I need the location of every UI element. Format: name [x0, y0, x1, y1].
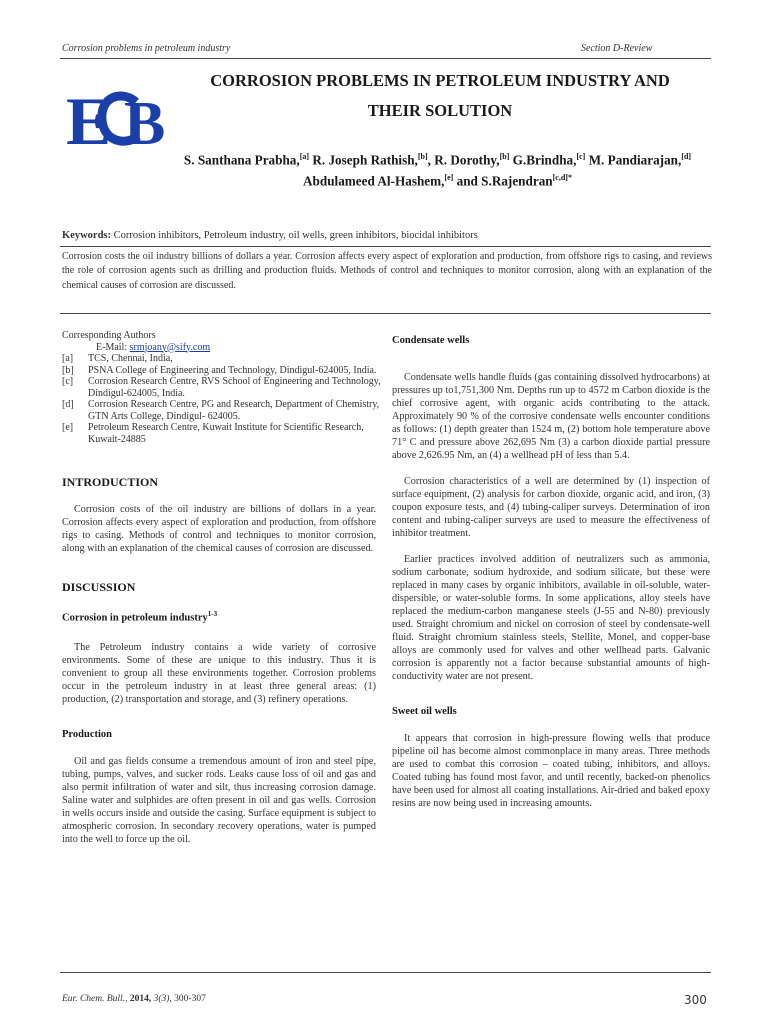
affiliation-item [62, 399, 382, 422]
author-name: M. Pandiarajan, [585, 152, 682, 168]
footer-rule [60, 972, 711, 973]
author-name: R. Joseph Rathish, [309, 152, 418, 168]
sweet-oil-heading: Sweet oil wells [392, 706, 457, 717]
affiliation-tag: [a] [62, 353, 74, 364]
logo-letter-e: E [66, 84, 112, 154]
journal-volume: 3(3), [153, 994, 172, 1004]
condensate-paragraph-1: Condensate wells handle fluids (gas containing dissolved hydrocarbons) at pressures up to1,751,300 Nm. Depths run up to 4572 m Carbon dioxide is the chief corrosive agent, with organic acids contributing to the attack. Approximately 90 % of the corrosive condensate wells encounter conditions as follows: (1) depth greater than 1524 m, (2) bottom hole temperature above 71° C and pressure above 262,695 Nm (3) a carbon dioxide partial pressure above 2,626.95 Nm, an (4) a wellhead pH of less than 5.4. [392, 372, 710, 461]
introduction-heading: INTRODUCTION [62, 475, 159, 489]
affiliation-item [62, 365, 382, 377]
affiliation-tag: [d] [62, 399, 74, 410]
affiliation-text: TCS, Chennai, India, [88, 353, 173, 364]
author-affiliation-mark: [b] [417, 152, 428, 161]
author-name: Abdulameed Al-Hashem, [303, 173, 445, 189]
author-affiliation-mark: [d] [681, 152, 692, 161]
abstract-top-rule [60, 246, 711, 247]
corrosion-paragraph: The Petroleum industry contains a wide variety of corrosive environments. Some of these are unique to this industry. Thus it is convenient to group all these environments together. Corrosion problems occur in the petroleum industry in at least three general areas: (1) production, (2) transportation and storage, and (3) refinery operations. [62, 641, 376, 705]
author-affiliation-mark: [b] [499, 152, 510, 161]
condensate-heading: Condensate wells [392, 335, 470, 346]
affiliation-text: Petroleum Research Centre, Kuwait Institute for Scientific Research, Kuwait-24885 [88, 422, 364, 445]
journal-citation [62, 994, 206, 1004]
introduction-paragraph: Corrosion costs of the oil industry are billions of dollars in a year. Corrosion affects every aspect of exploration and production, from offshore rigs to casing. Methods of control and techniques to monitor corrosion, along with an explanation of the chemical causes of corrosion are discussed. [62, 504, 376, 554]
sweet-oil-paragraph: It appears that corrosion in high-pressure flowing wells that produce pipeline oil has become almost commonplace in many areas. Three methods are used to combat this corrosion – coated tubing, inhibitors, and alloys. Coated tubing has found most favor, and until recently, backed-on phenolics have been used for almost all coating installations. Air-dried and baked epoxy resins are now being used in increasing amounts. [392, 733, 710, 809]
condensate-paragraph-3: Earlier practices involved addition of neutralizers such as ammonia, sodium carbonate, sodium hydroxide, and sodium silicate, but these were replaced in many cases by organic inhibitors, available in oil-soluble, water-dispersible, or water-soluble forms. In some applications, alloy steels have replaced the medium-carbon manganese steels (J-55 and N-80) previously used. Straight chromium and nickel on corrosion of steel by condensate-well fluid. Straight chromium stainless steels, Stellite, Monel, and copper-base alloys are commonly used for valves and other wellhead parts. Galvanic corrosion is apparently not a factor because substantial amounts of high-conductivity water are not present. [392, 554, 710, 682]
author-affiliation-mark: [e] [444, 173, 454, 183]
abstract: Corrosion costs the oil industry billions of dollars a year. Corrosion affects every aspect of exploration and production, from offshore rigs to casing, and reviews the role of corrosion agents such as drilling and production fluids. Methods of control and techniques to monitor corrosion, along with an explanation of the chemical causes of corrosion are discussed. [62, 251, 712, 291]
logo-letter-b: B [124, 90, 166, 154]
email-link[interactable]: srmjoany@sify.com [129, 341, 211, 353]
journal-logo [64, 84, 174, 154]
author-affiliation-mark: [c] [576, 152, 586, 161]
corresponding-heading: Corresponding Authors [62, 330, 156, 341]
affiliation-tag: [c] [62, 376, 74, 387]
page-number: 300 [684, 993, 707, 1007]
email-label: E-Mail: [96, 341, 130, 353]
affiliation-tag: [e] [62, 422, 74, 433]
production-paragraph: Oil and gas fields consume a tremendous amount of iron and steel pipe, tubing, pumps, valves, and sucker rods. Leaks cause loss of oil and gas and also permit infiltration of water and silt, thus increasing corrosion damage. Saline water and sulphides are often present in oil and gas wells. Corrosion in wells occurs inside and outside the casing. Surface equipment is subject to atmospheric corrosion. In secondary recovery operations, water is pumped into the well to force up the oil. [62, 755, 376, 845]
journal-year: 2014, [129, 994, 152, 1004]
author-name: and S.Rajendran [453, 173, 553, 189]
affiliation-text: Corrosion Research Centre, RVS School of Engineering and Technology, Dindigul-624005, India. [88, 376, 381, 399]
header-rule [60, 58, 711, 59]
left-column [62, 476, 376, 846]
paper-title [180, 66, 700, 126]
corresponding-authors-block [62, 330, 382, 445]
author-name: G.Brindha, [509, 152, 577, 168]
corrosion-subheading-text: Corrosion in petroleum industry [62, 612, 208, 624]
journal-pages: 300-307 [174, 994, 206, 1004]
affiliation-item [62, 353, 382, 365]
right-column [392, 334, 710, 810]
affiliation-text: PSNA College of Engineering and Technology, Dindigul-624005, India. [88, 364, 377, 376]
journal-name: Eur. Chem. Bull., [62, 994, 128, 1004]
affiliation-item [62, 422, 382, 445]
author-name: , R. Dorothy, [427, 152, 500, 168]
affiliation-tag: [b] [62, 364, 74, 376]
title-line-1: CORROSION PROBLEMS IN PETROLEUM INDUSTRY AND [210, 71, 670, 90]
email-line [62, 342, 382, 354]
running-header-section: Section D-Review [581, 43, 653, 54]
production-heading: Production [62, 728, 112, 740]
author-affiliation-mark: [a] [299, 152, 310, 161]
keywords-text: Corrosion inhibitors, Petroleum industry, oil wells, green inhibitors, biocidal inhibitors [111, 230, 478, 241]
author-name: S. Santhana Prabha, [183, 152, 300, 168]
title-line-2: THEIR SOLUTION [367, 101, 513, 120]
keywords-line [62, 230, 478, 241]
author-list [165, 148, 710, 191]
author-affiliation-mark: [c,d]* [552, 173, 572, 183]
corrosion-subheading [62, 608, 376, 625]
discussion-heading: DISCUSSION [62, 580, 136, 594]
abstract-bottom-rule [60, 313, 711, 314]
running-header-title: Corrosion problems in petroleum industry [62, 43, 231, 54]
affiliation-item [62, 376, 382, 399]
affiliation-text: Corrosion Research Centre, PG and Research, Department of Chemistry, GTN Arts College, Dindigul- 624005. [88, 399, 380, 422]
condensate-paragraph-2: Corrosion characteristics of a well are determined by (1) inspection of surface equipment, (2) analysis for carbon dioxide, organic acid, and iron, (3) coupon exposure tests, and (4) tubing-caliper surveys. Determination of iron content and tubing-caliper surveys are used to measure the effectiveness of inhibitor treatment. [392, 476, 710, 539]
citation-mark: 1-3 [207, 610, 218, 618]
keywords-label: Keywords: [62, 230, 111, 241]
